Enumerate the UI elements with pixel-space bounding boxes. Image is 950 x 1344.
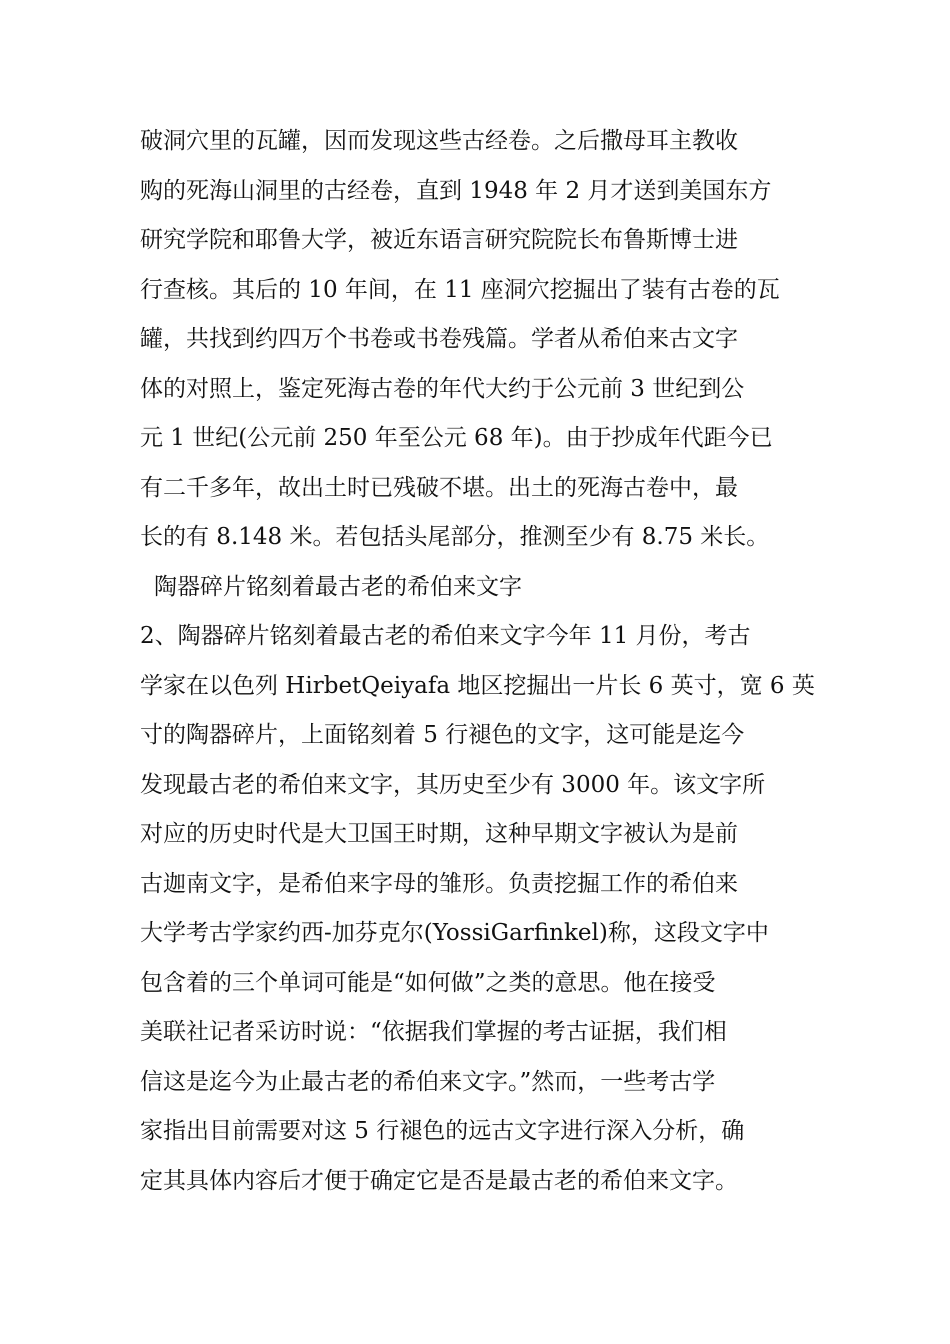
text-line: 购的死海山洞里的古经卷，直到 1948 年 2 月才送到美国东方 [140, 177, 772, 204]
text-line: 古迦南文字，是希伯来字母的雏形。负责挖掘工作的希伯来 [140, 870, 738, 897]
paragraph-pottery-shard [140, 612, 840, 1206]
text-line: 研究学院和耶鲁大学，被近东语言研究院院长布鲁斯博士进 [140, 227, 738, 253]
text-line: 有二千多年，故出土时已残破不堪。出土的死海古卷中，最 [140, 474, 738, 501]
text-line: 2、陶器碎片铭刻着最古老的希伯来文字今年 11 月份，考古 [140, 623, 751, 649]
text-line: 定其具体内容后才便于确定它是否是最古老的希伯来文字。 [140, 1167, 738, 1194]
text-line: 寸的陶器碎片，上面铭刻着 5 行褪色的文字，这可能是迄今 [140, 722, 745, 748]
text-line: 美联社记者采访时说：“依据我们掌握的考古证据，我们相 [140, 1019, 727, 1045]
text-line: 大学考古学家约西-加芬克尔(YossiGarfinkel)称，这段文字中 [140, 920, 769, 946]
text-line: 家指出目前需要对这 5 行褪色的远古文字进行深入分析，确 [140, 1118, 745, 1144]
text-line: 元 1 世纪(公元前 250 年至公元 68 年)。由于抄成年代距今已 [140, 425, 773, 451]
text-line: 行查核。其后的 10 年间，在 11 座洞穴挖掘出了装有古卷的瓦 [140, 276, 780, 303]
text-line: 学家在以色列 HirbetQeiyafa 地区挖掘出一片长 6 英寸，宽 6 英 [140, 672, 815, 699]
section-heading: 陶器碎片铭刻着最古老的希伯来文字 [154, 573, 522, 600]
text-line: 对应的历史时代是大卫国王时期，这种早期文字被认为是前 [140, 821, 738, 847]
text-line: 信这是迄今为止最古老的希伯来文字。”然而，一些考古学 [140, 1068, 716, 1095]
text-line: 体的对照上，鉴定死海古卷的年代大约于公元前 3 世纪到公 [140, 375, 745, 402]
text-line: 包含着的三个单词可能是“如何做”之类的意思。他在接受 [140, 969, 716, 996]
paragraph-dead-sea-scrolls [140, 117, 840, 563]
document-body [140, 117, 840, 1206]
text-line: 罐，共找到约四万个书卷或书卷残篇。学者从希伯来古文字 [140, 326, 738, 352]
text-line: 长的有 8.148 米。若包括头尾部分，推测至少有 8.75 米长。 [140, 524, 770, 550]
text-line: 发现最古老的希伯来文字，其历史至少有 3000 年。该文字所 [140, 771, 766, 798]
text-line: 破洞穴里的瓦罐，因而发现这些古经卷。之后撒母耳主教收 [140, 128, 738, 154]
